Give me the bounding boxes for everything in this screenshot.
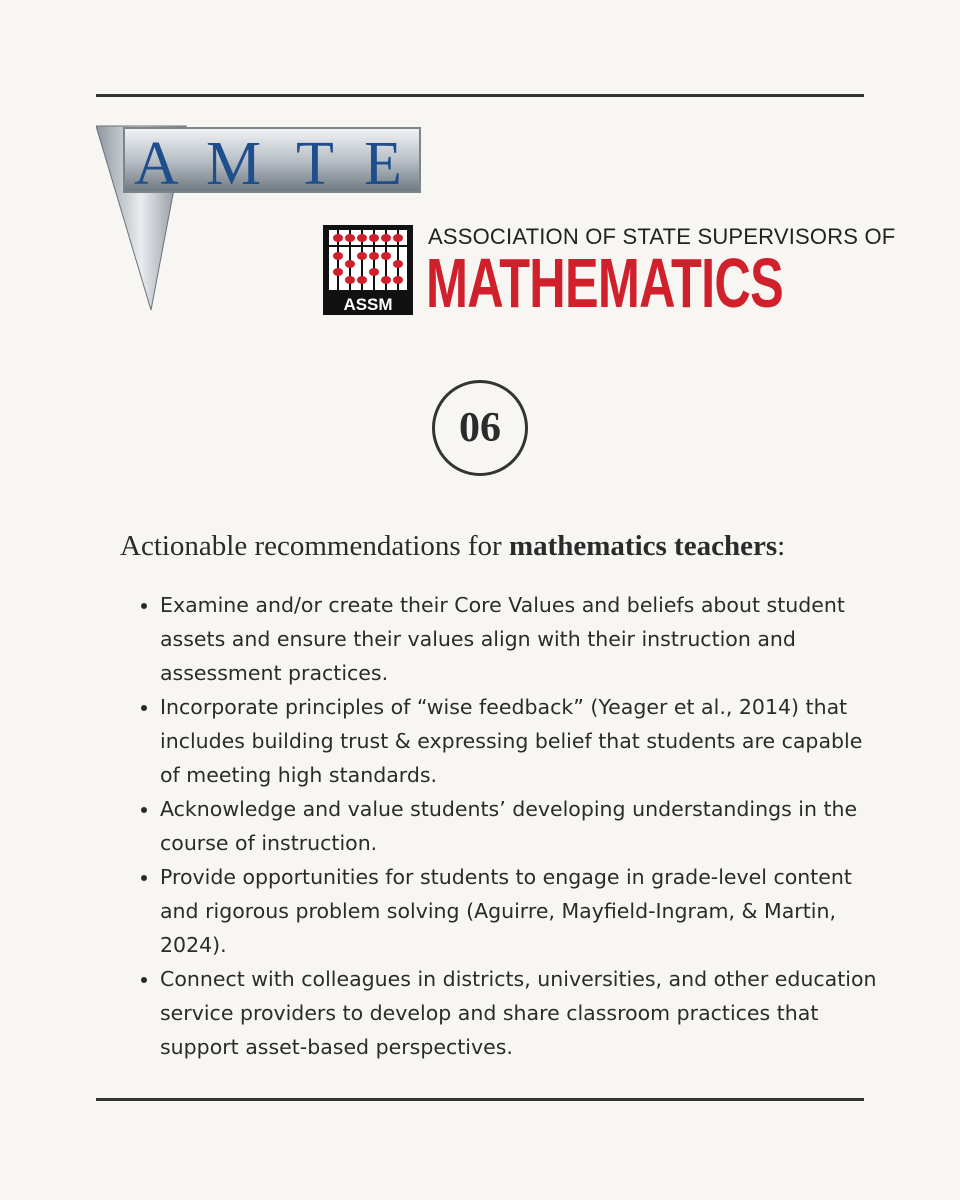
amte-letter-e: E xyxy=(364,130,402,198)
bottom-divider xyxy=(96,1098,864,1101)
abacus-icon xyxy=(322,224,414,316)
amte-letter-m: M xyxy=(206,130,262,198)
list-item: • Connect with colleagues in districts, universities, and other education service providers to develop and share classroom practices that support asset-based perspectives. xyxy=(160,962,880,1064)
assm-top-line: ASSOCIATION OF STATE SUPERVISORS OF xyxy=(428,224,896,249)
recommendations-list xyxy=(132,588,880,1064)
list-item: • Incorporate principles of “wise feedback” (Yeager et al., 2014) that includes building trust & expressing belief that students are capable of meeting high standards. xyxy=(160,690,880,792)
amte-letter-a: A xyxy=(134,130,179,198)
heading-suffix: : xyxy=(777,530,786,562)
section-number: 06 xyxy=(459,405,501,451)
list-item: • Acknowledge and value students’ developing understandings in the course of instruction. xyxy=(160,792,880,860)
amte-letter-t: T xyxy=(296,130,334,198)
heading-emphasis: mathematics teachers xyxy=(508,530,778,562)
heading-prefix: Actionable recommendations for xyxy=(120,530,509,562)
list-item: • Examine and/or create their Core Values and beliefs about student assets and ensure their values align with their instruction and assessment practices. xyxy=(160,588,880,690)
section-number-badge xyxy=(432,380,528,476)
list-item: • Provide opportunities for students to engage in grade-level content and rigorous problem solving (Aguirre, Mayfield-Ingram, & Martin, 2024). xyxy=(160,860,880,962)
section-heading xyxy=(120,530,880,563)
assm-logo xyxy=(322,222,896,322)
assm-icon-label: ASSM xyxy=(343,295,393,314)
assm-main-word: MATHEMATICS xyxy=(426,244,783,322)
top-divider xyxy=(96,94,864,97)
